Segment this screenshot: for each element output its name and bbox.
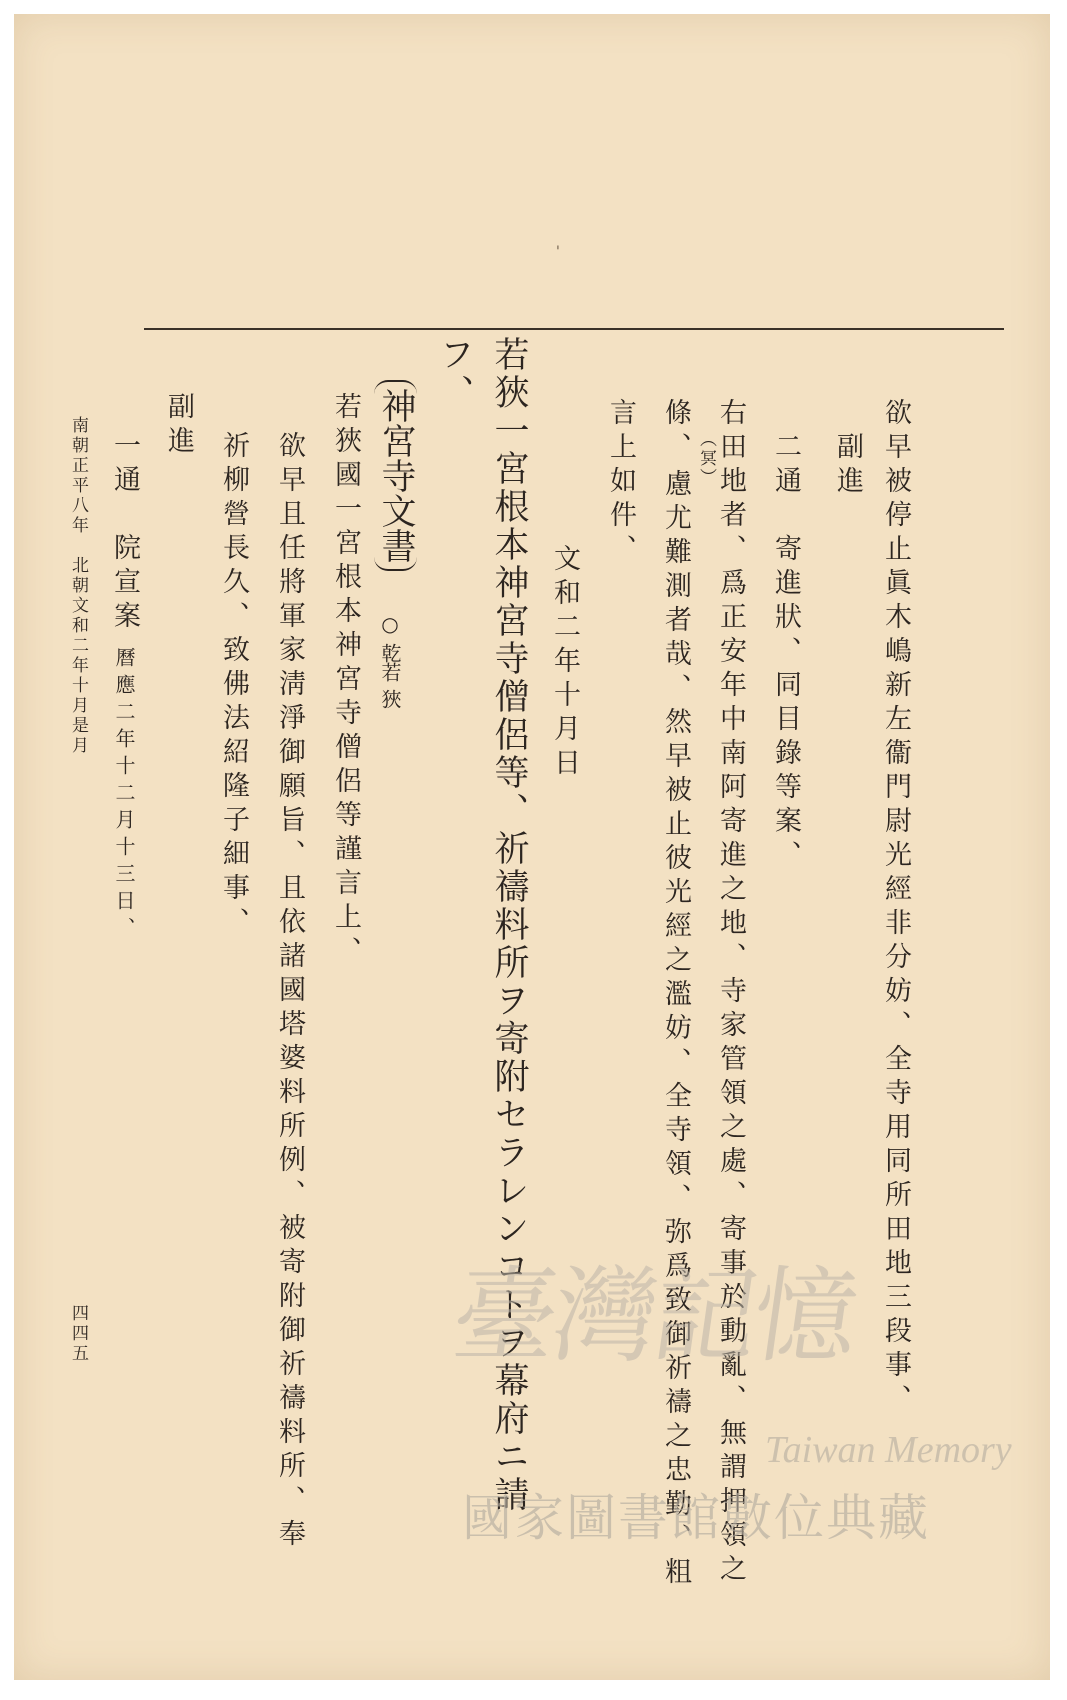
watermark-subtitle: 國家圖書館數位典藏 (462, 1489, 930, 1547)
print-mark: ' (556, 244, 560, 260)
page-number: 四四五 (68, 1304, 88, 1364)
watermark-logo: 臺灣記憶 (445, 1255, 863, 1377)
text-column-2: 副進 (832, 432, 863, 500)
text-column-15-date: 曆應二年十二月十三日、 (112, 647, 136, 944)
text-column-4: 右田地者、爲正安年中南阿寄進之地、寺家管領之處、寄事於動亂、無謂押領之 (715, 398, 746, 1588)
text-column-14: 副進 (163, 392, 194, 460)
text-column-13: 祈柳營長久、致佛法紹隆子細事、 (218, 431, 249, 941)
source-bracket: 神宮寺文書 (374, 380, 417, 571)
text-column-5: 慮尤難測者哉、然早被止彼光經之濫妨、全寺領、弥爲致御祈禱之忠勤、粗 (660, 469, 691, 1591)
text-column-6: 言上如件、 (605, 398, 636, 568)
text-column-15: 一通 院宣案 (109, 431, 140, 635)
text-column-5-start: 條、 (660, 398, 691, 466)
text-column-12: 欲早且任將軍家淸淨御願旨、且依諸國塔婆料所例、被寄附御祈禱料所、奉 (274, 431, 305, 1553)
text-column-3: 二通 寄進狀、同目錄等案、 (770, 432, 801, 874)
entry-heading: 若狹一宮根本神宮寺僧侶等、祈禱料所ヲ寄附セラレンコトヲ幕府ニ請 (489, 336, 529, 1514)
source-note-1: ○乾 (378, 612, 402, 670)
horizontal-rule (144, 328, 1004, 330)
date-line: 文和二年十月日 (549, 544, 580, 782)
entry-heading-cont: フ、 (434, 336, 474, 412)
watermark-english: Taiwan Memory (765, 1429, 1012, 1471)
text-column-11: 若狹國一宮根本神宮寺僧侶等謹言上、 (330, 392, 361, 970)
source-note-2: 若狹 (378, 662, 402, 716)
running-head: 南朝正平八年 北朝文和二年十月是月 (68, 416, 88, 756)
text-column-1: 欲早被停止眞木嶋新左衞門尉光經非分妨、全寺用同所田地三段事、 (880, 398, 911, 1418)
annotation-note: （冥） (696, 430, 716, 487)
